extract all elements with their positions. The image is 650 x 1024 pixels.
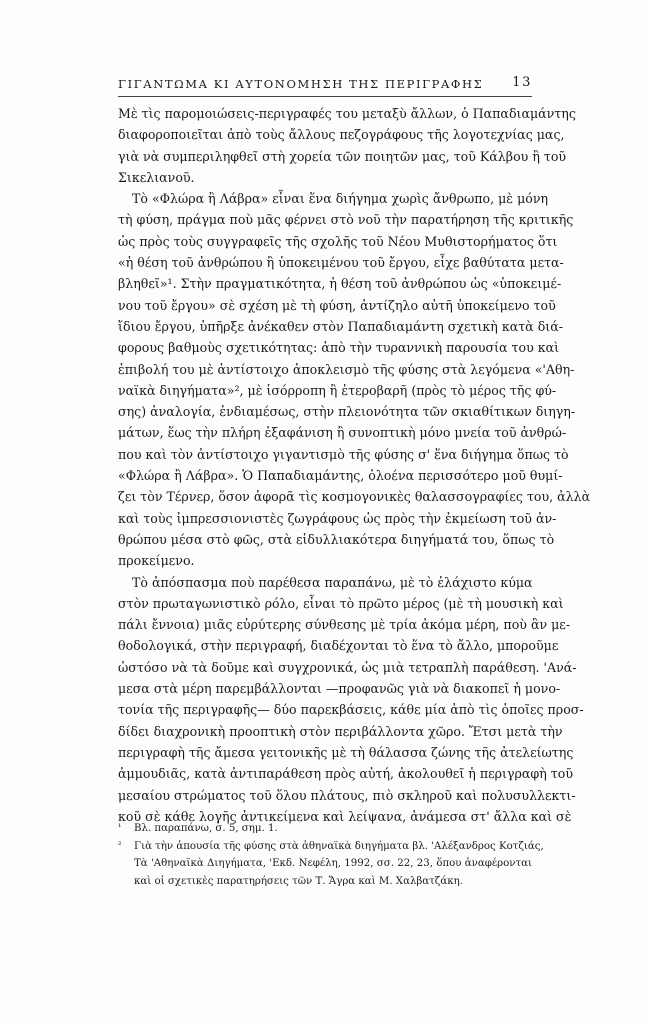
text-line: τονία τῆς περιγραφῆς— δύο παρεκβάσεις, κάθε μία ἀπὸ τὶς ὁποῖες προσ- (118, 702, 584, 718)
text-line: βληθεῖ»¹. Στὴν πραγματικότητα, ἡ θέση τοῦ ἀνθρώπου ὡς «ὑποκειμέ- (118, 276, 562, 292)
text-line: περιγραφὴ τῆς ἄμεσα γειτονικῆς μὲ τὴ θάλασσα ζώνης τῆς ἀτελείωτης (118, 744, 574, 760)
text-line: ζει τὸν Τέρνερ, ὅσον ἀφορᾶ τὶς κοσμογονικὲς θαλασσογραφίες του, ἀλλὰ (118, 489, 591, 505)
text-line: νου τοῦ ἔργου» σὲ σχέση μὲ τὴ φύση, ἀντίζηλο αὐτῆ ὑποκείμενο τοῦ (118, 297, 556, 313)
text-line: «Φλώρα ἢ Λάβρα». Ὁ Παπαδιαμάντης, ὁλοένα περισσότερο μοῦ θυμί- (118, 468, 563, 484)
text-line: Τὸ ἀπόσπασμα ποὺ παρέθεσα παραπάνω, μὲ τὸ ἐλάχιστο κύμα (132, 574, 533, 590)
text-line: φορους βαθμοὺς σχετικότητας: ἀπὸ τὴν τυραννικὴ παρουσία του καὶ (118, 340, 560, 356)
text-line: στὸν πρωταγωνιστικὸ ρόλο, εἶναι τὸ πρῶτο μέρος (μὲ τὴ μουσικὴ καὶ (118, 595, 564, 611)
text-line: σης) ἀναλογία, ἐνδιαμέσως, στὴν πλειονότητα τῶν σκιαθίτικων διηγη- (118, 404, 576, 420)
text-line: πάλι ἔννοια) μιᾶς εὐρύτερης σύνθεσης μὲ τρία ἀκόμα μέρη, ποὺ ἂν με- (118, 617, 571, 633)
text-line: «ἡ θέση τοῦ ἀνθρώπου ἢ ὑποκειμένου τοῦ ἔργου, εἶχε βαθύτατα μετα- (118, 255, 564, 271)
page-number: 13 (512, 75, 532, 90)
text-line: μάτων, ἕως τὴν πλήρη ἐξαφάνιση ἢ συνοπτικὴ μόνο μνεία τοῦ ἀνθρώ- (118, 425, 567, 441)
text-line: Τὸ «Φλώρα ἢ Λάβρα» εἶναι ἕνα διήγημα χωρὶς ἄνθρωπο, μὲ μόνη (132, 191, 549, 207)
text-line: ἀμμουδιᾶς, κατὰ ἀντιπαράθεση πρὸς αὐτή, ἀκολουθεῖ ἡ περιγραφὴ τοῦ (118, 766, 573, 782)
text-line: θρώπου μέσα στὸ φῶς, στὰ εἰδυλλιακότερα διηγήματά του, ὅπως τὸ (118, 531, 555, 547)
footnote-1 (118, 820, 532, 838)
text-line: ὡς πρὸς τοὺς συγγραφεῖς τῆς σχολῆς τοῦ Νέου Μυθιστορήματος ὅτι (118, 233, 558, 249)
text-line: θοδολογικά, στὴν περιγραφή, διαδέχονται τὸ ἕνα τὸ ἄλλο, μποροῦμε (118, 638, 559, 654)
text-line: μεσα στὰ μέρη παρεμβάλλονται —προφανῶς γιὰ νὰ διακοπεῖ ἡ μονο- (118, 681, 561, 697)
footnote-text: Γιὰ τὴν ἀπουσία τῆς φύσης στὰ ἀθηναϊκὰ διηγήματα βλ. 'Αλέξανδρος Κοτζιάς, (134, 840, 544, 852)
text-line: τὴ φύση, πράγμα ποὺ μᾶς φέρνει στὸ νοῦ τὴν παρατήρηση τῆς κριτικῆς (118, 212, 574, 228)
text-line: Σικελιανοῦ. (118, 169, 195, 185)
text-line: ἐπιβολή του μὲ ἀντίστοιχο ἀποκλεισμὸ τῆς φύσης στὰ λεγόμενα «'Αθη- (118, 361, 575, 377)
footnotes (118, 820, 544, 890)
text-line: κοῦ σὲ κάθε λογῆς ἀντικείμενα καὶ λείψανα, ἀνάμεσα στ' ἄλλα καὶ σὲ (118, 808, 572, 824)
text-line: ναϊκὰ διηγήματα»², μὲ ἰσόρροπη ἢ ἑτεροβαρῆ (πρὸς τὸ μέρος τῆς φύ- (118, 382, 557, 398)
footnote-text: Βλ. παραπάνω, σ. 5, σημ. 1. (134, 823, 278, 834)
text-line: γιὰ νὰ συμπεριληφθεῖ στὴ χορεία τῶν ποιητῶν μας, τοῦ Κάλβου ἢ τοῦ (118, 148, 567, 164)
footnote-marker: ¹ (118, 823, 122, 833)
text-line: ὡστόσο νὰ τὰ δοῦμε καὶ συγχρονικά, ὡς μιὰ τετραπλὴ παράθεση. 'Ανά- (118, 659, 577, 675)
footnote-marker: ² (118, 840, 122, 851)
footnote-2-cont: καὶ οἱ σχετικὲς παρατηρήσεις τῶν Τ. Ἄγρα καὶ Μ. Χαλβατζάκη. (134, 875, 463, 887)
text-line: δίδει διαχρονικὴ προοπτικὴ στὸν περιβάλλοντα χῶρο. Ἔτσι μετὰ τὴν (118, 723, 563, 739)
footnote-2 (118, 838, 544, 856)
running-title: ΓΙΓΑΝΤΩΜΑ ΚΙ ΑΥΤΟΝΟΜΗΣΗ ΤΗΣ ΠΕΡΙΓΡΑΦΗΣ (118, 77, 484, 91)
text-line: διαφοροποιεῖται ἀπὸ τοὺς ἄλλους πεζογράφους τῆς λογοτεχνίας μας, (118, 127, 565, 143)
body-text (118, 103, 591, 827)
header-rule (118, 96, 532, 97)
running-header (118, 75, 532, 95)
text-line: προκείμενο. (118, 553, 195, 569)
text-line: που καὶ τὸν ἀντίστοιχο γιγαντισμὸ τῆς φύσης σ' ἕνα διήγημα ὅπως τὸ (118, 446, 569, 462)
footnote-2-cont: Τὰ 'Αθηναϊκὰ Διηγήματα, 'Εκδ. Νεφέλη, 1992, σσ. 22, 23, ὅπου ἀναφέρονται (134, 858, 532, 869)
text-line: ἴδιου ἔργου, ὑπῆρξε ἀνέκαθεν στὸν Παπαδιαμάντη σχετικὴ κατὰ διά- (118, 318, 563, 334)
text-line: καὶ τοὺς ἰμπρεσσιονιστὲς ζωγράφους ὡς πρὸς τὴν ἐκμείωση τοῦ ἀν- (118, 510, 557, 526)
text-line: Μὲ τὶς παρομοιώσεις-περιγραφές του μεταξὺ ἄλλων, ὁ Παπαδιαμάντης (118, 106, 576, 121)
text-line: μεσαίου στρώματος τοῦ ὅλου πλάτους, πιὸ σκληροῦ καὶ πολυσυλλεκτι- (118, 787, 576, 803)
